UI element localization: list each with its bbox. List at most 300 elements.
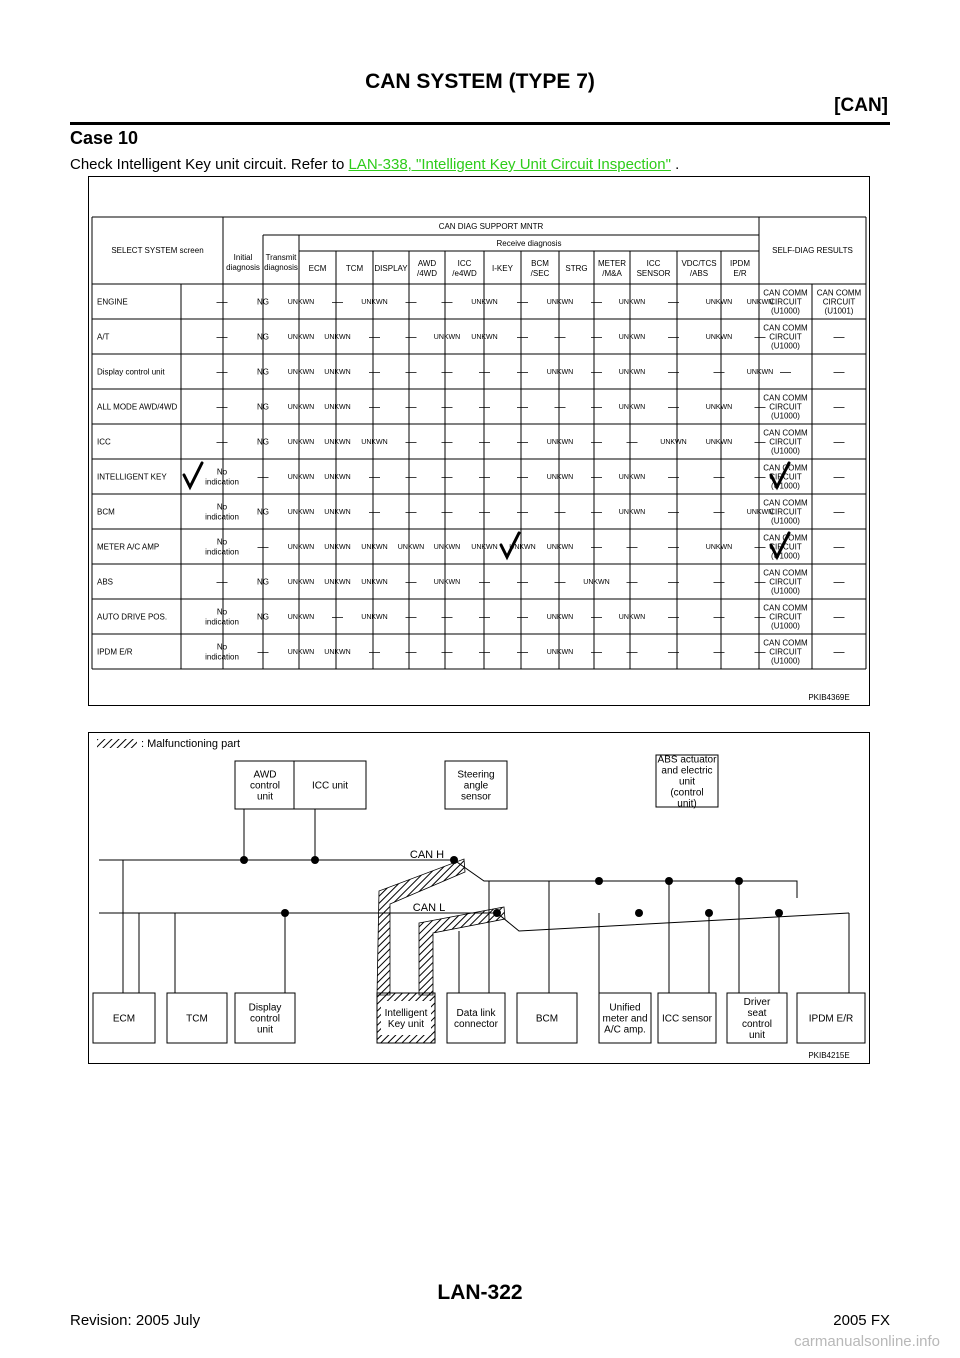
receive-diagnosis-value: [479, 611, 490, 623]
junction-dot: [735, 877, 743, 885]
self-diag-value-line: (U1000): [771, 621, 800, 631]
receive-column-header: [637, 259, 671, 278]
receive-diagnosis-value: [517, 366, 528, 378]
receive-diagnosis-value-line: —: [369, 471, 380, 484]
receive-diagnosis-value: [714, 646, 725, 658]
receive-diagnosis-value: [406, 471, 417, 483]
receive-diagnosis-value: [324, 474, 350, 481]
self-diag-value-line: —: [833, 576, 845, 589]
receive-diagnosis-value: [324, 334, 350, 341]
receive-diagnosis-value-line: —: [626, 576, 638, 589]
initial-diagnosis-header-line: Initial: [233, 252, 253, 262]
receive-diagnosis-value-line: —: [405, 471, 417, 484]
receive-column-header: [309, 264, 327, 273]
receive-diagnosis-value-line: UNKWN: [433, 333, 461, 341]
receive-diagnosis-value-line: —: [713, 471, 725, 484]
receive-diagnosis-value: [288, 544, 314, 551]
receive-diagnosis-value-line: UNKWN: [361, 298, 388, 306]
receive-diagnosis-value: [479, 646, 490, 658]
receive-diagnosis-value: [324, 649, 350, 656]
receive-diagnosis-value-line: —: [554, 401, 566, 414]
receive-diagnosis-value: [406, 296, 417, 308]
receive-diagnosis-value-line: —: [517, 611, 528, 624]
self-diag-value-line: —: [833, 646, 845, 659]
receive-diagnosis-value: [591, 506, 602, 518]
bottom-unit-label: [454, 1008, 499, 1030]
receive-diagnosis-value: [755, 541, 766, 553]
receive-diagnosis-value-line: —: [668, 366, 679, 379]
receive-diagnosis-value-line: UNKWN: [287, 648, 315, 656]
transmit-diagnosis-value-line: NG: [257, 297, 269, 307]
self-diag-value-line: CAN COMM: [763, 533, 808, 543]
row-system-name-line: ABS: [97, 577, 114, 587]
self-diag-value-line: CAN COMM: [763, 393, 808, 403]
receive-diagnosis-value: [755, 576, 766, 588]
top-unit-label-line: unit): [677, 798, 697, 810]
receive-diagnosis-value: [714, 366, 725, 378]
self-diag-results-header-line: SELF-DIAG RESULTS: [772, 245, 853, 255]
receive-diagnosis-value-line: UNKWN: [618, 298, 646, 306]
receive-diagnosis-value-line: UNKWN: [361, 613, 388, 621]
receive-diagnosis-value-line: —: [591, 401, 602, 414]
receive-diagnosis-value: [755, 611, 766, 623]
can-wiring-diagram: [89, 733, 869, 1063]
receive-diagnosis-value-line: UNKWN: [324, 438, 351, 446]
transmit-diagnosis-value-line: NG: [257, 437, 269, 447]
receive-diagnosis-value-line: UNKWN: [433, 543, 461, 551]
receive-diagnosis-value: [517, 331, 528, 343]
receive-diagnosis-value: [591, 541, 602, 553]
receive-diagnosis-value: [288, 614, 314, 621]
top-unit-label-line: (control: [670, 787, 704, 799]
junction-dot: [311, 856, 319, 864]
self-diag-value-line: CAN COMM: [763, 498, 808, 508]
bottom-unit-label: [662, 1014, 713, 1025]
transmit-diagnosis-value: [257, 367, 269, 376]
receive-diagnosis-value-line: —: [668, 576, 679, 589]
diagnosis-table: [89, 177, 869, 705]
instruction-prefix: Check Intelligent Key unit circuit. Refer to: [70, 156, 349, 173]
receive-diagnosis-value-line: —: [405, 611, 417, 624]
figure-code: [808, 1051, 849, 1060]
receive-diagnosis-value: [555, 401, 566, 413]
receive-diagnosis-value-line: UNKWN: [287, 508, 315, 516]
top-unit-label-line: and electric: [661, 765, 713, 777]
junction-dot: [450, 856, 458, 864]
receive-diagnosis-header-line: Receive diagnosis: [496, 238, 562, 248]
bottom-unit-label-line: Driver: [743, 997, 771, 1008]
junction-dot: [493, 909, 501, 917]
receive-diagnosis-value-line: —: [405, 366, 417, 379]
receive-diagnosis-value: [324, 439, 350, 446]
self-diag-value-line: —: [833, 541, 845, 554]
self-diag-value: [834, 506, 845, 518]
initial-diagnosis-value: [217, 436, 228, 448]
top-unit-label-line: ICC unit: [311, 780, 349, 792]
receive-diagnosis-value-line: UNKWN: [660, 438, 687, 446]
receive-diagnosis-value-line: —: [441, 296, 453, 309]
receive-column-header-line: VDC/TCS: [681, 258, 717, 268]
receive-diagnosis-value: [619, 509, 645, 516]
receive-column-header-line: DISPLAY: [374, 263, 408, 273]
receive-diagnosis-value-line: UNKWN: [324, 543, 351, 551]
row-system-name: [97, 402, 178, 411]
receive-diagnosis-value: [591, 296, 602, 308]
receive-diagnosis-value: [668, 331, 679, 343]
transmit-diagnosis-value-line: NG: [257, 577, 269, 587]
receive-diagnosis-value-line: UNKWN: [618, 508, 646, 516]
receive-diagnosis-value-line: —: [517, 296, 528, 309]
receive-diagnosis-value-line: —: [626, 646, 638, 659]
self-diag-value: [817, 288, 862, 315]
receive-diagnosis-value: [755, 436, 766, 448]
receive-diagnosis-value: [361, 614, 387, 621]
receive-diagnosis-value: [406, 576, 417, 588]
bottom-unit-label: [385, 1008, 428, 1030]
receive-diagnosis-value: [591, 401, 602, 413]
initial-diagnosis-header-line: diagnosis: [226, 262, 260, 272]
receive-column-header-line: SENSOR: [636, 268, 671, 278]
inspection-link[interactable]: LAN-338, "Intelligent Key Unit Circuit Inspection": [348, 156, 671, 173]
self-diag-value-line: CIRCUIT: [769, 647, 802, 657]
revision-date: Revision: 2005 July: [70, 1312, 201, 1329]
receive-column-header: [531, 259, 550, 278]
self-diag-value-line: CAN COMM: [763, 463, 808, 473]
row-system-name-line: METER A/C AMP: [97, 542, 160, 552]
receive-diagnosis-value: [288, 439, 314, 446]
initial-diagnosis-value-line: No: [216, 537, 228, 547]
receive-diagnosis-value: [668, 296, 679, 308]
bottom-unit-label-line: IPDM E/R: [808, 1013, 854, 1025]
receive-diagnosis-value: [471, 544, 497, 551]
receive-diagnosis-value: [434, 579, 460, 586]
junction-dot: [635, 909, 643, 917]
receive-diagnosis-value-line: UNKWN: [471, 298, 498, 306]
receive-diagnosis-value: [406, 506, 417, 518]
receive-diagnosis-value: [442, 646, 453, 658]
self-diag-value-line: (U1000): [771, 306, 800, 316]
receive-diagnosis-value-line: —: [479, 436, 490, 449]
can-h-label-line: CAN H: [409, 848, 445, 861]
receive-diagnosis-value: [406, 436, 417, 448]
receive-diagnosis-value-line: —: [479, 366, 490, 379]
receive-diagnosis-value: [479, 506, 490, 518]
transmit-diagnosis-value-line: NG: [257, 367, 269, 377]
receive-diagnosis-value-line: —: [479, 401, 490, 414]
receive-diagnosis-value: [660, 439, 686, 446]
receive-diagnosis-value-line: UNKWN: [324, 403, 351, 411]
legend-hatch-icon: [97, 739, 137, 748]
receive-diagnosis-value-line: —: [405, 401, 417, 414]
receive-column-header: [374, 264, 408, 273]
receive-diagnosis-value-line: UNKWN: [546, 368, 574, 376]
receive-column-header: [681, 259, 716, 278]
receive-diagnosis-value: [288, 579, 314, 586]
receive-diagnosis-value: [471, 334, 497, 341]
receive-diagnosis-value-line: —: [479, 611, 490, 624]
receive-diagnosis-value: [288, 649, 314, 656]
bottom-unit-label: [113, 1014, 135, 1025]
receive-diagnosis-value-line: —: [668, 296, 679, 309]
receive-diagnosis-value: [627, 436, 638, 448]
initial-diagnosis-value: [217, 331, 228, 343]
receive-diagnosis-value-line: —: [591, 436, 602, 449]
self-diag-value: [834, 366, 845, 378]
receive-diagnosis-value: [591, 366, 602, 378]
receive-diagnosis-value-line: —: [754, 646, 766, 659]
receive-diagnosis-value-line: UNKWN: [618, 368, 646, 376]
initial-diagnosis-value-line: —: [216, 296, 228, 309]
receive-diagnosis-value: [406, 646, 417, 658]
case-heading: Case 10: [70, 128, 139, 148]
receive-diagnosis-value: [619, 474, 645, 481]
receive-diagnosis-value: [619, 299, 645, 306]
initial-diagnosis-value-line: No: [216, 467, 228, 477]
receive-diagnosis-value-line: UNKWN: [287, 368, 315, 376]
transmit-diagnosis-value-line: NG: [257, 507, 269, 517]
receive-diagnosis-value: [627, 541, 638, 553]
receive-diagnosis-value: [755, 331, 766, 343]
initial-diagnosis-value-line: No: [216, 502, 228, 512]
top-unit-label-line: angle: [463, 780, 489, 792]
initial-diagnosis-value-line: —: [216, 331, 228, 344]
receive-diagnosis-value-line: —: [517, 471, 528, 484]
self-diag-value-line: CIRCUIT: [769, 472, 802, 482]
receive-diagnosis-value-line: —: [754, 576, 766, 589]
receive-diagnosis-value: [361, 439, 387, 446]
receive-diagnosis-value: [479, 401, 490, 413]
receive-diagnosis-value-line: UNKWN: [287, 613, 315, 621]
self-diag-value-line: (U1000): [771, 551, 800, 561]
self-diag-value: [763, 638, 808, 665]
receive-diagnosis-value-line: —: [479, 471, 490, 484]
junction-dot: [705, 909, 713, 917]
receive-diagnosis-value-line: —: [591, 646, 602, 659]
receive-diagnosis-value: [668, 506, 679, 518]
receive-diagnosis-value-line: —: [591, 331, 602, 344]
receive-diagnosis-value-line: —: [369, 401, 380, 414]
receive-column-header: [730, 259, 750, 278]
initial-diagnosis-value-line: indication: [205, 477, 239, 487]
bottom-unit-label-line: TCM: [186, 1013, 208, 1025]
receive-diagnosis-value: [706, 404, 732, 411]
receive-diagnosis-value-line: UNKWN: [546, 613, 574, 621]
receive-diagnosis-value-line: —: [332, 611, 343, 624]
self-diag-value: [834, 646, 845, 658]
receive-column-header-line: BCM: [531, 258, 549, 268]
receive-diagnosis-value-line: UNKWN: [546, 648, 574, 656]
initial-diagnosis-value: [205, 467, 239, 486]
transmit-diagnosis-value: [257, 332, 269, 341]
receive-diagnosis-value: [668, 401, 679, 413]
receive-diagnosis-value-line: —: [369, 646, 380, 659]
receive-diagnosis-value-line: —: [668, 506, 679, 519]
transmit-diagnosis-value-line: NG: [257, 332, 269, 342]
receive-diagnosis-value: [755, 646, 766, 658]
receive-column-header-line: IPDM: [730, 258, 750, 268]
figure-code: [808, 693, 849, 702]
receive-diagnosis-value: [547, 369, 573, 376]
self-diag-value-line: —: [833, 401, 845, 414]
receive-diagnosis-value-line: —: [754, 471, 766, 484]
receive-diagnosis-value-line: UNKWN: [509, 543, 536, 551]
receive-diagnosis-value: [369, 331, 380, 343]
receive-diagnosis-value: [755, 401, 766, 413]
watermark: carmanualsonline.info: [794, 1333, 940, 1350]
self-diag-value-line: —: [833, 366, 845, 379]
receive-diagnosis-value: [369, 401, 380, 413]
receive-diagnosis-value-line: UNKWN: [705, 333, 733, 341]
header-divider: [70, 122, 890, 125]
receive-diagnosis-value: [668, 576, 679, 588]
receive-diagnosis-value: [706, 299, 732, 306]
top-unit-label-line: ABS actuator: [657, 754, 717, 766]
receive-diagnosis-value-line: —: [405, 436, 417, 449]
junction-dot: [281, 909, 289, 917]
receive-diagnosis-value-line: —: [554, 506, 566, 519]
receive-diagnosis-value-line: UNKWN: [746, 368, 774, 376]
can-diag-support-header: [439, 222, 544, 231]
receive-diagnosis-value: [479, 576, 490, 588]
self-diag-value-line: CAN COMM: [763, 323, 808, 333]
receive-diagnosis-value-line: —: [554, 576, 566, 589]
bottom-unit-label-line: Unified: [609, 1002, 641, 1014]
transmit-diagnosis-value: [258, 471, 269, 483]
top-unit-label-line: unit: [256, 791, 274, 803]
receive-diagnosis-value: [547, 649, 573, 656]
self-diag-value-line: CIRCUIT: [769, 577, 802, 587]
initial-diagnosis-value: [205, 642, 239, 661]
receive-diagnosis-value: [332, 296, 343, 308]
receive-diagnosis-value-line: UNKWN: [705, 403, 733, 411]
initial-diagnosis-value: [217, 296, 228, 308]
receive-diagnosis-value: [369, 646, 380, 658]
receive-diagnosis-value-line: —: [441, 471, 453, 484]
transmit-diagnosis-value-line: —: [257, 541, 269, 554]
receive-diagnosis-header: [497, 239, 562, 248]
receive-diagnosis-value-line: UNKWN: [546, 298, 574, 306]
diagnosis-table-figure: [88, 176, 870, 706]
self-diag-value: [763, 498, 808, 525]
receive-diagnosis-value-line: UNKWN: [471, 543, 498, 551]
initial-diagnosis-value: [217, 366, 228, 378]
receive-diagnosis-value-line: UNKWN: [324, 578, 351, 586]
receive-diagnosis-value: [369, 366, 380, 378]
receive-diagnosis-value-line: —: [668, 331, 679, 344]
page-number: LAN-322: [437, 1281, 523, 1304]
receive-diagnosis-value: [714, 611, 725, 623]
row-system-name-line: BCM: [97, 507, 115, 517]
receive-column-header: [452, 259, 477, 278]
receive-diagnosis-value: [668, 366, 679, 378]
can-h-label: [410, 849, 444, 861]
receive-diagnosis-value-line: UNKWN: [287, 578, 315, 586]
receive-diagnosis-value-line: —: [713, 506, 725, 519]
bottom-unit-label: [536, 1014, 558, 1025]
receive-diagnosis-value-line: —: [441, 401, 453, 414]
receive-column-header-line: /M&A: [602, 268, 622, 278]
receive-diagnosis-value-line: —: [517, 401, 528, 414]
initial-diagnosis-value-line: —: [216, 366, 228, 379]
receive-column-header-line: STRG: [565, 263, 588, 273]
transmit-diagnosis-value: [257, 437, 269, 446]
select-system-header-line: SELECT SYSTEM screen: [111, 245, 204, 255]
self-diag-value-line: CIRCUIT: [769, 332, 802, 342]
receive-diagnosis-value: [517, 436, 528, 448]
receive-diagnosis-value-line: —: [405, 646, 417, 659]
receive-diagnosis-value: [361, 544, 387, 551]
transmit-diagnosis-value: [258, 646, 269, 658]
receive-diagnosis-value: [324, 544, 350, 551]
receive-diagnosis-value: [434, 334, 460, 341]
receive-diagnosis-value-line: —: [668, 471, 679, 484]
bottom-unit-label-line: meter and: [602, 1013, 648, 1025]
receive-diagnosis-value-line: —: [517, 646, 528, 659]
receive-diagnosis-value-line: —: [591, 296, 602, 309]
self-diag-value-line: (U1000): [771, 446, 800, 456]
receive-diagnosis-value-line: UNKWN: [397, 543, 425, 551]
receive-diagnosis-value-line: —: [441, 436, 453, 449]
receive-diagnosis-value: [668, 541, 679, 553]
self-diag-value-line: CAN COMM: [763, 603, 808, 613]
initial-diagnosis-value-line: —: [216, 576, 228, 589]
receive-diagnosis-value: [517, 576, 528, 588]
receive-diagnosis-value: [619, 369, 645, 376]
receive-diagnosis-value: [706, 439, 732, 446]
receive-diagnosis-value-line: —: [591, 541, 602, 554]
check-mark-icon: [184, 463, 202, 487]
receive-diagnosis-value-line: UNKWN: [324, 333, 351, 341]
receive-diagnosis-value: [668, 611, 679, 623]
initial-diagnosis-value-line: indication: [205, 617, 239, 627]
receive-diagnosis-value-line: UNKWN: [705, 298, 733, 306]
receive-column-header-line: ICC: [457, 258, 472, 268]
receive-diagnosis-value-line: UNKWN: [705, 543, 733, 551]
receive-diagnosis-value-line: UNKWN: [324, 508, 351, 516]
receive-diagnosis-value: [442, 611, 453, 623]
receive-diagnosis-value-line: UNKWN: [618, 473, 646, 481]
receive-diagnosis-value: [442, 506, 453, 518]
receive-diagnosis-value-line: —: [754, 541, 766, 554]
self-diag-value-line: CAN COMM: [763, 568, 808, 578]
bottom-unit-label-line: Intelligent: [384, 1008, 428, 1019]
receive-diagnosis-value-line: UNKWN: [361, 543, 388, 551]
transmit-diagnosis-value: [257, 577, 269, 586]
self-diag-value-line: CAN COMM: [763, 428, 808, 438]
transmit-diagnosis-header-line: diagnosis: [264, 262, 298, 272]
bottom-unit-label: [809, 1014, 853, 1025]
receive-diagnosis-value-line: UNKWN: [433, 578, 461, 586]
receive-diagnosis-value: [591, 331, 602, 343]
self-diag-value: [763, 428, 808, 455]
transmit-diagnosis-value-line: NG: [257, 402, 269, 412]
self-diag-value: [763, 568, 808, 595]
self-diag-value-line: —: [833, 611, 845, 624]
receive-diagnosis-value-line: —: [441, 646, 453, 659]
row-system-name: [97, 542, 159, 551]
receive-diagnosis-value-line: UNKWN: [361, 438, 388, 446]
receive-diagnosis-value-line: —: [405, 331, 417, 344]
row-system-name-line: ALL MODE AWD/4WD: [97, 402, 178, 412]
receive-diagnosis-value: [755, 471, 766, 483]
receive-diagnosis-value: [619, 334, 645, 341]
receive-diagnosis-value-line: —: [668, 401, 679, 414]
self-diag-value: [780, 366, 791, 378]
receive-column-header-line: METER: [598, 258, 626, 268]
self-diag-value-line: —: [833, 506, 845, 519]
top-unit-label-line: Steering: [457, 769, 495, 781]
top-unit-label-line: control: [249, 780, 281, 792]
